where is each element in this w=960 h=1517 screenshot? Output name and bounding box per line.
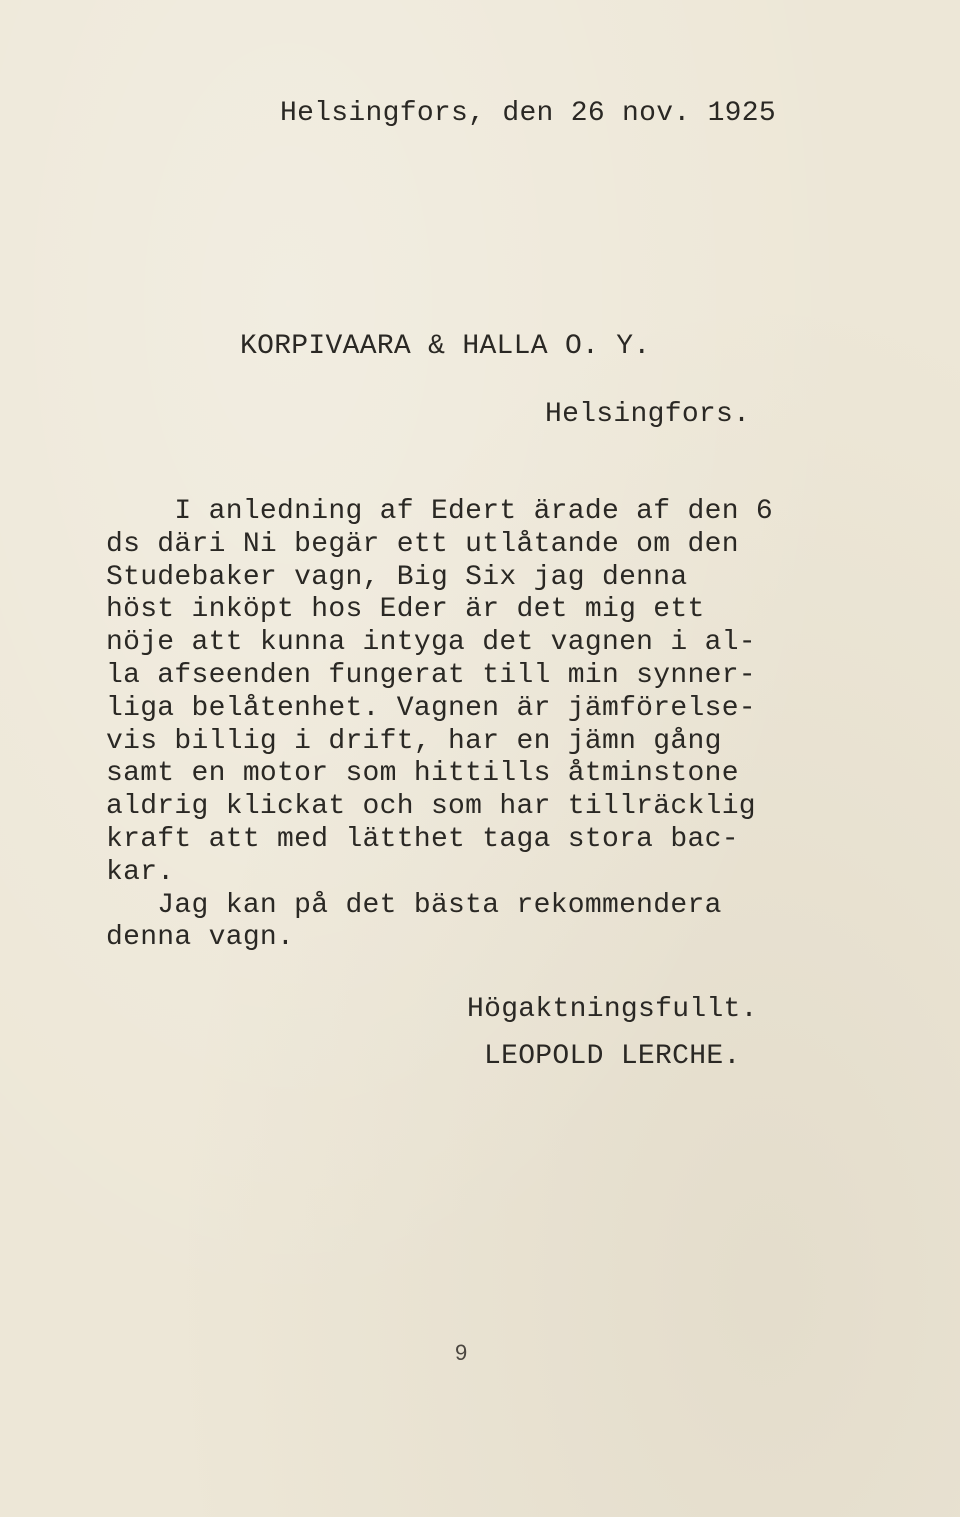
body-line: höst inköpt hos Eder är det mig ett [106,594,705,626]
page-number: 9 [455,1340,468,1365]
body-line: aldrig klickat och som har tillräcklig [106,791,756,823]
signature: LEOPOLD LERCHE. [484,1041,741,1072]
body-line: vis billig i drift, har en jämn gång [106,725,722,757]
addressee-city: Helsingfors. [545,399,751,430]
body-line: denna vagn. [106,922,295,954]
addressee-name: KORPIVAARA & HALLA O. Y. [240,331,651,362]
body-line: Studebaker vagn, Big Six jag denna [106,561,688,593]
body-line: la afseenden fungerat till min synner- [106,659,756,691]
body-line: liga belåtenhet. Vagnen är jämförelse- [106,692,756,724]
date-line: Helsingfors, den 26 nov. 1925 [280,98,776,129]
body-line: I anledning af Edert ärade af den 6 [106,496,774,527]
body-line: kar. [106,856,175,888]
closing: Högaktningsfullt. [467,994,758,1025]
body-line: Jag kan på det bästa rekommendera [106,889,722,921]
letter-body [106,496,846,955]
body-line: kraft att med lätthet taga stora bac- [106,823,739,855]
body-line: ds däri Ni begär ett utlåtande om den [106,528,739,560]
body-line: samt en motor som hittills åtminstone [106,758,739,790]
body-line: nöje att kunna intyga det vagnen i al- [106,627,756,659]
